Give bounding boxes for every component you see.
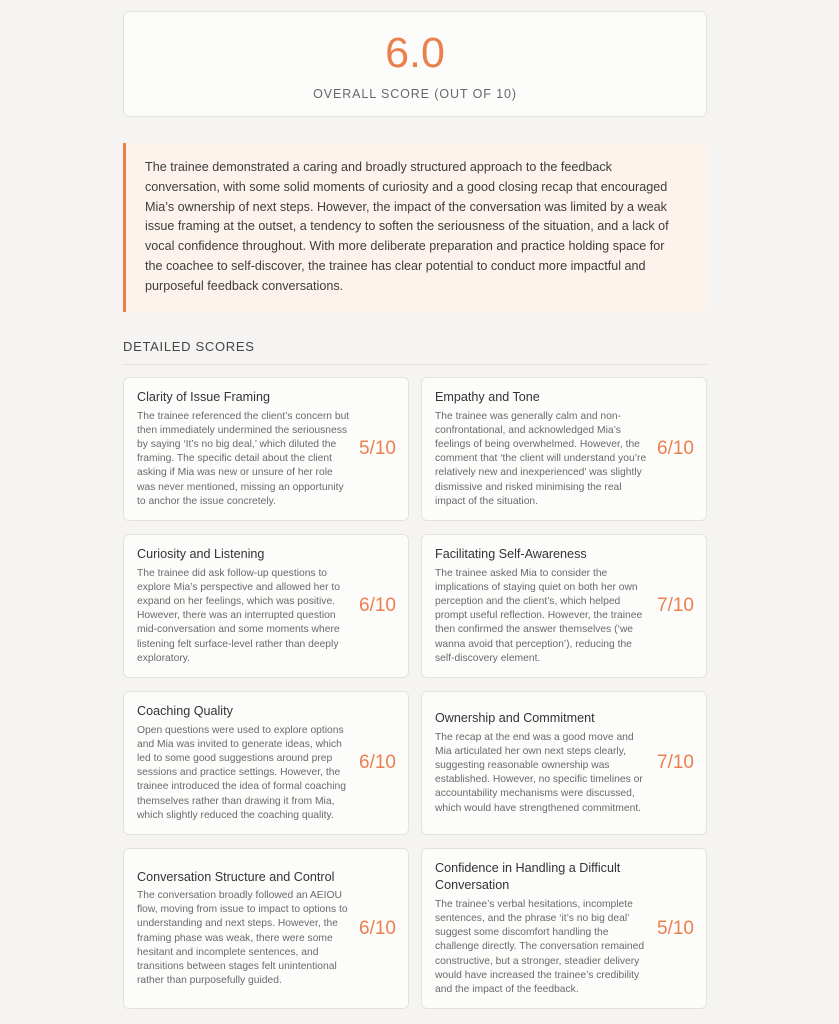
- card-title: Curiosity and Listening: [137, 547, 265, 562]
- card-description: The recap at the end was a good move and Mia articulated her own next steps clearly, suggesting reasonable ownership was established. However, no specific timelines or accountability mechanisms were discussed, which would have strengthened commitment.: [435, 731, 643, 814]
- card-score: 5/10: [359, 438, 396, 459]
- card-score: 5/10: [657, 917, 694, 939]
- overall-score-value: 6.0: [385, 29, 445, 77]
- card-description: The conversation broadly followed an AEIOU flow, moving from issue to impact to options to understanding and next steps. However, the framing phase was weak, there were some hesitant and incomplete sentences, and transitions between stages felt unintentional rather than purposefully guided.: [137, 890, 348, 987]
- overall-score-label: OVERALL SCORE (OUT OF 10): [313, 87, 517, 101]
- score-card-clarity-of-issue-framing: [123, 377, 409, 521]
- score-card-ownership-and-commitment: [421, 691, 707, 835]
- summary-text: The trainee demonstrated a caring and broadly structured approach to the feedback conversation, with some solid moments of curiosity and a good closing recap that encouraged Mia’s ownership of next steps. However, the impact of the conversation was limited by a weak issue framing at the outset, a tendency to soften the seriousness of the situation, and a lack of vocal confidence throughout. With more deliberate preparation and practice holding space for the coachee to self-discover, the trainee has clear potential to conduct more impactful and purposeful feedback conversations.: [145, 160, 669, 293]
- card-title: Conversation Structure and Control: [137, 869, 335, 884]
- card-score: 6/10: [359, 917, 396, 939]
- card-score: 6/10: [359, 752, 396, 773]
- score-card-confidence-in-handling-a-difficult-conversation: [421, 848, 707, 1009]
- card-score: 7/10: [657, 595, 694, 616]
- card-description: The trainee was generally calm and non-confrontational, and acknowledged Mia’s feelings of being overwhelmed. However, the comment that ‘the client will understand you’re relatively new and inexperienced’ was slightly dismissive and risked minimising the real impact of the situation.: [435, 410, 647, 507]
- card-description: The trainee asked Mia to consider the implications of staying quiet on both her own perception and the client’s, which helped prompt useful reflection. However, the trainee then confirmed the answer themselves (‘we wanna avoid that perception’), reducing the self-discovery element.: [435, 567, 643, 664]
- card-title: Clarity of Issue Framing: [137, 390, 270, 405]
- card-score: 6/10: [657, 438, 694, 459]
- detailed-scores-heading: DETAILED SCORES: [123, 339, 707, 365]
- card-title: Facilitating Self-Awareness: [435, 547, 587, 562]
- score-card-curiosity-and-listening: [123, 534, 409, 678]
- score-card-coaching-quality: [123, 691, 409, 835]
- score-card-facilitating-self-awareness: [421, 534, 707, 678]
- score-card-conversation-structure-and-control: [123, 848, 409, 1009]
- card-score: 7/10: [657, 752, 694, 773]
- score-card-empathy-and-tone: [421, 377, 707, 521]
- card-title: Ownership and Commitment: [435, 711, 595, 726]
- card-title: Confidence in Handling a Difficult Conversation: [435, 860, 621, 893]
- card-description: The trainee did ask follow-up questions to explore Mia’s perspective and allowed her to expand on her feelings, which was positive. However, there was an interrupted question mid-conversation and some moments where listening felt surface-level rather than deeply exploratory.: [137, 567, 341, 664]
- overall-score-card: [123, 11, 707, 117]
- card-description: Open questions were used to explore options and Mia was invited to generate ideas, which led to some good suggestions around prep sessions and practice settings. However, the trainee introduced the idea of formal coaching themselves rather than drawing it from Mia, which slightly reduced the coaching quality.: [137, 724, 346, 821]
- summary-callout: [123, 143, 707, 312]
- card-description: The trainee referenced the client’s concern but then immediately undermined the seriousness by saying ‘It’s no big deal,’ which diluted the framing. The specific detail about the client asking if Mia was new or unsure of her role was never mentioned, missing an opportunity to anchor the issue concretely.: [137, 410, 350, 507]
- card-title: Empathy and Tone: [435, 390, 540, 405]
- card-title: Coaching Quality: [137, 704, 233, 719]
- card-description: The trainee’s verbal hesitations, incomplete sentences, and the phrase ‘it’s no big deal’ suggest some discomfort handling the challenge directly. The conversation remained constructive, but a stronger, steadier delivery would have increased the trainee’s credibility and the impact of the feedback.: [435, 898, 645, 995]
- card-score: 6/10: [359, 595, 396, 616]
